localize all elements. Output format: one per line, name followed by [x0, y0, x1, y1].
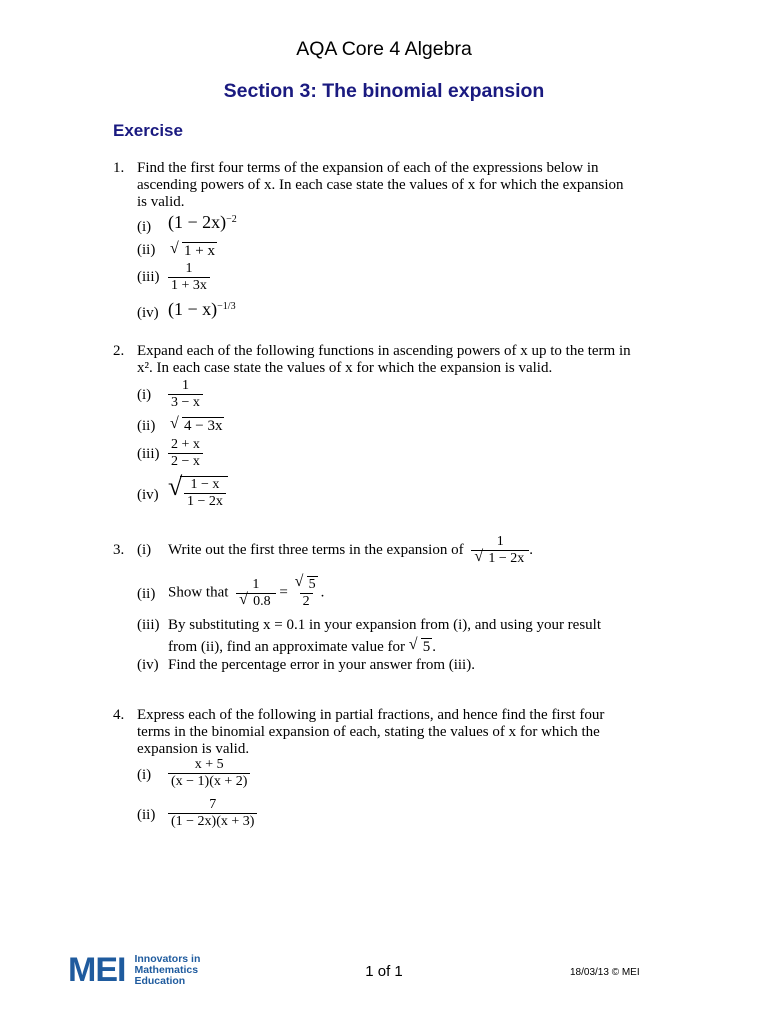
expression-base: (1 − 2x)	[168, 212, 227, 232]
numerator: 5	[308, 577, 316, 592]
expression: √ 1 + x	[170, 240, 215, 259]
part-label: (ii)	[137, 242, 156, 258]
numerator: x + 5	[194, 757, 224, 772]
power-numerator: 1	[222, 301, 228, 312]
numerator: 1	[181, 378, 189, 393]
question-number: 4.	[113, 707, 125, 723]
question-number: 2.	[113, 343, 125, 359]
numerator: 1	[496, 534, 504, 549]
denominator: 2 − x	[168, 453, 203, 470]
part-label: (i)	[137, 219, 152, 235]
power-denominator: 3	[230, 301, 236, 312]
denominator: (1 − 2x)(x + 3)	[168, 813, 257, 830]
exercise-heading: Exercise	[113, 121, 183, 140]
numerator: 1	[252, 576, 260, 592]
fraction	[168, 378, 203, 411]
power-sign: −	[217, 301, 223, 312]
question-text: Expand each of the following functions in ascending powers of x up to the term in x². In each case state the values of x for which the expansion is valid.	[137, 343, 631, 376]
denominator: 0.8	[253, 593, 271, 609]
part-label: (iii)	[137, 617, 160, 633]
part-label: (iv)	[137, 487, 159, 503]
part-label: (ii)	[137, 418, 156, 434]
footer-date: 18/03/13 © MEI	[570, 967, 640, 978]
numerator: 1	[185, 261, 193, 276]
equals-sign: =	[279, 584, 288, 601]
question-number: 3.	[113, 542, 125, 558]
punctuation: .	[320, 584, 325, 601]
expression-power: −2	[226, 214, 237, 225]
part-label: (i)	[137, 767, 152, 783]
radicand: 5	[422, 639, 431, 655]
denominator: 2	[300, 593, 313, 610]
denominator: 3 − x	[168, 394, 203, 411]
part-label: (i)	[137, 542, 152, 558]
page-title: AQA Core 4 Algebra	[296, 38, 472, 60]
part-text: from (ii), find an approximate value for	[168, 639, 405, 655]
radicand: 4 − 3x	[184, 418, 223, 434]
fraction	[168, 757, 250, 790]
part-label: (iv)	[137, 657, 159, 673]
question-part-text: Write out the first three terms in the expansion of 1 √ 1 − 2x .	[168, 534, 533, 566]
question-part-text: Show that 1 √ 0.8 = √ 5 2 .	[168, 573, 325, 609]
part-label: (iv)	[137, 305, 159, 321]
part-label: (i)	[137, 387, 152, 403]
question-text: Express each of the following in partial fractions, and hence find the first four terms in the binomial expansion of each, stating the values of x for which the expansion is valid.	[137, 707, 605, 757]
part-label: (iii)	[137, 446, 160, 462]
radicand: 1 + x	[184, 243, 215, 259]
expression: √ 4 − 3x	[170, 415, 223, 434]
fraction	[168, 437, 203, 470]
denominator: (x − 1)(x + 2)	[168, 773, 250, 790]
part-text: Write out the first three terms in the expansion of	[168, 541, 464, 558]
question-number: 1.	[113, 160, 125, 176]
part-text: Find the percentage error in your answer from (iii).	[168, 657, 475, 673]
logo-tagline: Mathematics	[134, 963, 199, 976]
section-title: Section 3: The binomial expansion	[223, 80, 545, 102]
numerator: 7	[209, 797, 217, 812]
part-label: (iii)	[137, 269, 160, 285]
logo-wordmark: MEI	[68, 951, 126, 989]
fraction	[168, 797, 257, 830]
expression	[168, 212, 237, 233]
expression: √ $\frac{1 - x}{1 - 2x}$	[168, 476, 228, 510]
punctuation: .	[529, 541, 533, 558]
expression: $(1 - x)^{-1/3}$	[168, 299, 236, 319]
page-number: 1 of 1	[365, 963, 403, 980]
numerator: 1 − x	[190, 477, 220, 492]
denominator: 1 + 3x	[168, 277, 210, 294]
denominator: 1 − 2x	[488, 551, 525, 566]
logo-tagline: Education	[134, 974, 186, 987]
question-text: Find the first four terms of the expansion of each of the expressions below in ascending powers of x. In each case state the values of x for which the expansion is valid.	[137, 160, 624, 210]
logo-tagline: Innovators in	[134, 952, 201, 965]
part-label: (ii)	[137, 807, 156, 823]
punctuation: .	[432, 639, 436, 655]
expression-base: (1 − x)	[168, 299, 218, 319]
part-text: Show that	[168, 584, 229, 601]
question-part-text: from (ii), find an approximate value for √ 5 .	[168, 636, 436, 655]
part-text: By substituting x = 0.1 in your expansion from (i), and using your result	[168, 617, 602, 633]
denominator: 1 − 2x	[184, 493, 226, 510]
part-label: (ii)	[137, 586, 156, 602]
fraction	[168, 261, 210, 294]
numerator: 2 + x	[171, 437, 200, 452]
